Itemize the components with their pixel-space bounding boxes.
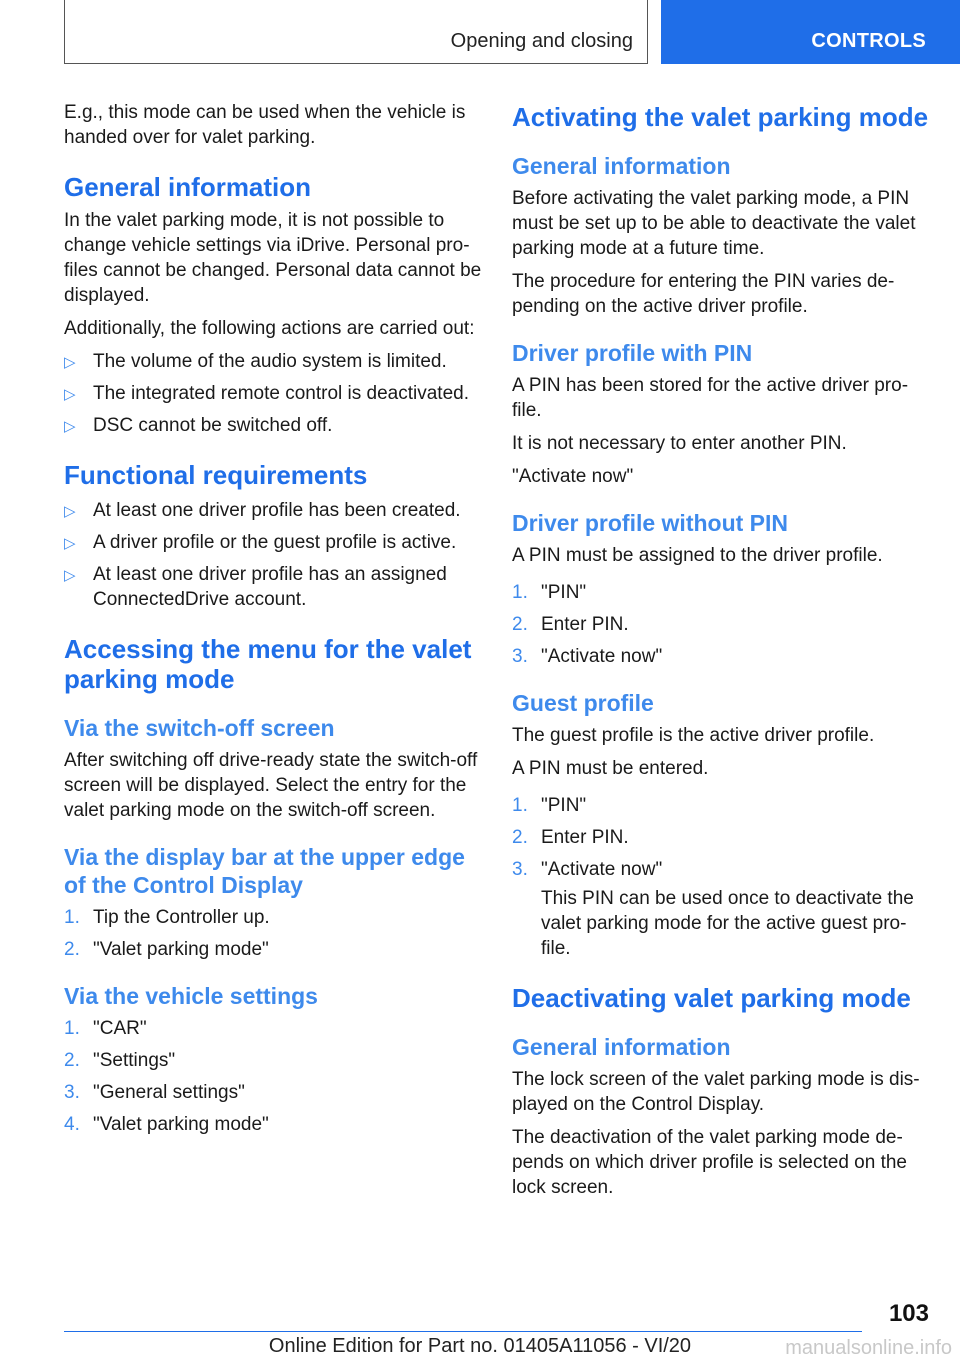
header-chapter-tab: CONTROLS — [661, 0, 960, 64]
with-pin-paragraph-2: It is not necessary to enter another PIN. — [512, 433, 847, 454]
triangle-right-icon: ▷ — [64, 567, 76, 584]
list-item: 4. "Valet parking mode" — [64, 1114, 269, 1135]
without-pin-steps — [512, 580, 930, 669]
deactivating-heading: Deactivating valet parking mode — [512, 983, 911, 1013]
left-column — [64, 100, 482, 1145]
guest-steps — [512, 793, 930, 961]
step-number: 4. — [64, 1114, 80, 1135]
deactivating-general-heading: General information — [512, 1034, 731, 1060]
activating-general-paragraph-1: Before activating the valet parking mode, a PIN must be set up to be able to deactivate the valet parking mode at a future time. — [512, 188, 916, 259]
step-number: 3. — [64, 1082, 80, 1103]
display-bar-steps — [64, 905, 482, 962]
without-pin-paragraph: A PIN must be assigned to the driver profile. — [512, 545, 883, 566]
list-item: 3. "General settings" — [64, 1082, 245, 1103]
list-item: 2. Enter PIN. — [512, 827, 629, 848]
driver-profile-without-pin-heading: Driver profile without PIN — [512, 510, 789, 536]
list-item: 2. Enter PIN. — [512, 614, 629, 635]
step-number: 3. — [512, 646, 528, 667]
list-item: ▷ The integrated remote control is deactivated. — [64, 381, 482, 406]
triangle-right-icon: ▷ — [64, 354, 76, 371]
guest-profile-heading: Guest profile — [512, 690, 654, 716]
guest-paragraph-2: A PIN must be entered. — [512, 758, 709, 779]
display-bar-heading: Via the display bar at the upper edge of the Control Display — [64, 844, 465, 898]
intro-paragraph: E.g., this mode can be used when the vehicle is handed over for valet parking. — [64, 102, 466, 148]
deactivating-paragraph-1: The lock screen of the valet parking mode is dis‐played on the Control Display. — [512, 1069, 920, 1115]
switch-off-screen-heading: Via the switch-off screen — [64, 715, 335, 741]
guest-step-note: This PIN can be used once to deactivate the valet parking mode for the active guest pro‐file. — [541, 888, 914, 959]
step-number: 1. — [512, 795, 528, 816]
triangle-right-icon: ▷ — [64, 535, 76, 552]
actions-list — [64, 349, 482, 438]
list-item: ▷ At least one driver profile has an assigned ConnectedDrive account. — [64, 564, 447, 610]
general-paragraph-2: Additionally, the following actions are carried out: — [64, 318, 475, 339]
activating-general-paragraph-2: The procedure for entering the PIN varies de‐pending on the active driver profile. — [512, 271, 895, 317]
step-number: 1. — [512, 582, 528, 603]
general-information-heading: General information — [64, 172, 312, 202]
guest-paragraph-1: The guest profile is the active driver profile. — [512, 725, 875, 746]
page-number: 103 — [888, 1300, 929, 1327]
requirements-list — [64, 498, 482, 612]
general-paragraph-1: In the valet parking mode, it is not possible to change vehicle settings via iDrive. Personal pro‐files cannot be changed. Personal data cannot be displayed. — [64, 210, 482, 306]
step-number: 1. — [64, 1018, 80, 1039]
step-number: 3. — [512, 859, 528, 880]
list-item: 3. "Activate now" — [512, 646, 663, 667]
switch-off-paragraph: After switching off drive-ready state the switch-off screen will be displayed. Select the entry for the valet parking mode on the switch-off screen. — [64, 750, 478, 821]
vehicle-settings-steps — [64, 1016, 482, 1137]
list-item: 3. "Activate now" This PIN can be used once to deactivate the valet parking mode for the active guest pro‐file. — [512, 857, 930, 961]
driver-profile-with-pin-heading: Driver profile with PIN — [512, 340, 753, 366]
step-number: 2. — [64, 1050, 80, 1071]
activating-heading: Activating the valet parking mode — [512, 102, 929, 132]
watermark-text: manualsonline.info — [785, 1337, 952, 1359]
triangle-right-icon: ▷ — [64, 418, 76, 435]
list-item: ▷ The volume of the audio system is limited. — [64, 349, 482, 374]
list-item: 2. "Settings" — [64, 1050, 176, 1071]
list-item: 1. Tip the Controller up. — [64, 907, 270, 928]
accessing-menu-heading: Accessing the menu for the valet parking mode — [64, 634, 472, 694]
list-item: 2. "Valet parking mode" — [64, 939, 269, 960]
vehicle-settings-heading: Via the vehicle settings — [64, 983, 318, 1009]
step-number: 2. — [512, 827, 528, 848]
triangle-right-icon: ▷ — [64, 503, 76, 520]
functional-requirements-heading: Functional requirements — [64, 460, 368, 490]
footer-edition: Online Edition for Part no. 01405A11056 - VI/20 — [268, 1335, 692, 1357]
list-item: 1. "PIN" — [512, 795, 587, 816]
right-column — [512, 100, 930, 1208]
list-item: ▷ At least one driver profile has been created. — [64, 498, 482, 523]
list-item: 1. "PIN" — [512, 582, 587, 603]
footer-divider — [64, 1331, 862, 1332]
step-number: 2. — [512, 614, 528, 635]
triangle-right-icon: ▷ — [64, 386, 76, 403]
with-pin-paragraph-1: A PIN has been stored for the active driver pro‐file. — [512, 375, 909, 421]
deactivating-paragraph-2: The deactivation of the valet parking mode de‐pends on which driver profile is selected on the lock screen. — [512, 1127, 908, 1198]
activating-general-heading: General information — [512, 153, 731, 179]
with-pin-paragraph-3: "Activate now" — [512, 466, 634, 487]
list-item: ▷ DSC cannot be switched off. — [64, 413, 482, 438]
header-section-title: Opening and closing — [450, 30, 633, 52]
step-number: 2. — [64, 939, 80, 960]
list-item: ▷ A driver profile or the guest profile is active. — [64, 530, 482, 555]
step-number: 1. — [64, 907, 80, 928]
list-item: 1. "CAR" — [64, 1018, 147, 1039]
header-section-box — [64, 0, 648, 64]
